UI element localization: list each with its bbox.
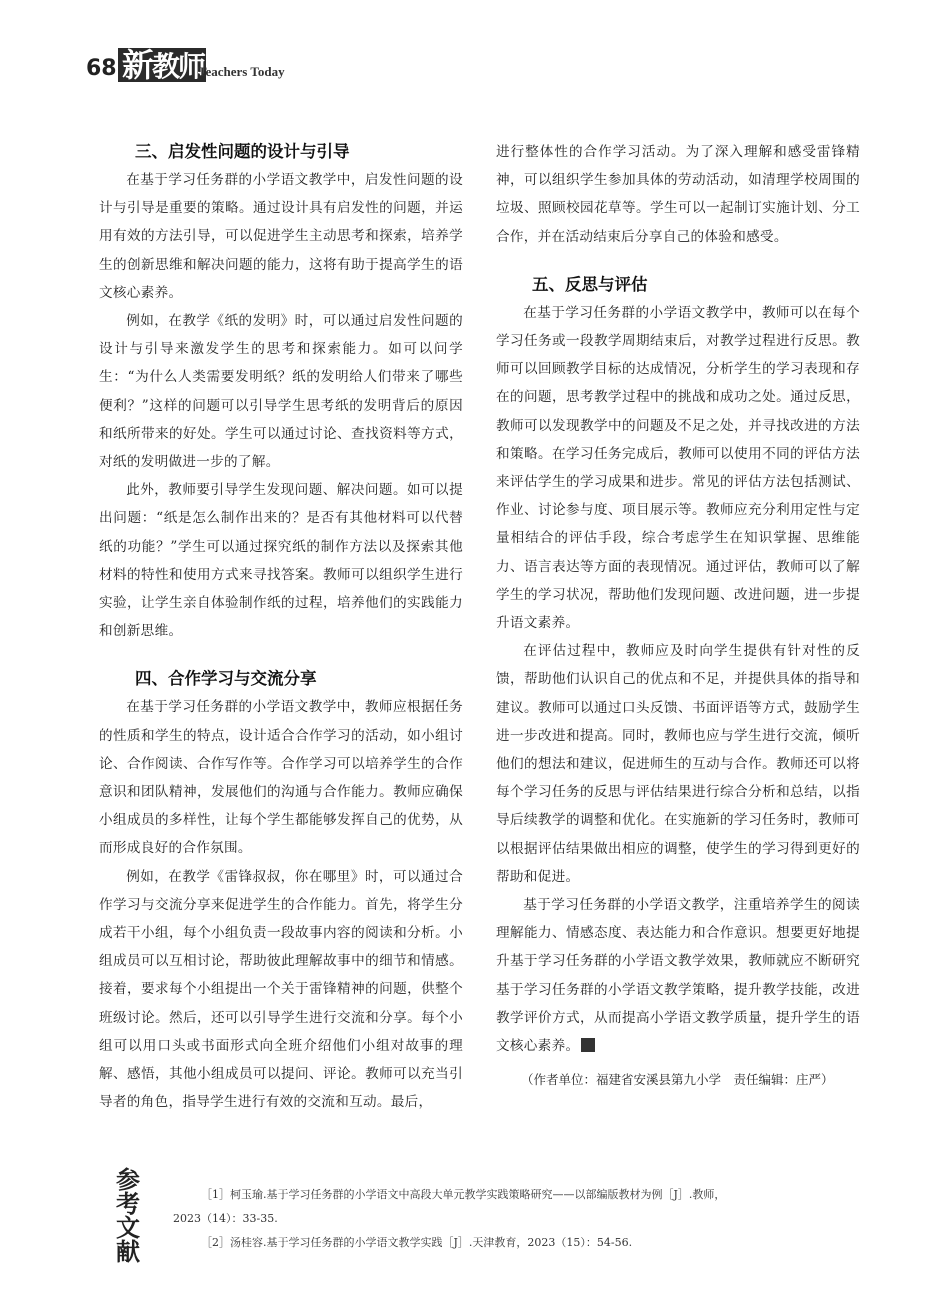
section-4-paragraph-2: 例如，在教学《雷锋叔叔，你在哪里》时，可以通过合作学习与交流分享来促进学生的合作能力。首先，将学生分成若干小组，每个小组负责一段故事内容的阅读和分析。小组成员可以互相讨论，帮助彼此理解故事中的细节和情感。接着，要求每个小组提出一个关于雷锋精神的问题，供整个班级讨论。然后，还可以引导学生进行交流和分享。每个小组可以用口头或书面形式向全班介绍他们小组对故事的理解、感悟，其他小组成员可以提问、评论。教师可以充当引导者的角色，指导学生进行有效的交流和互动。最后， (99, 868, 463, 1111)
page-header (86, 46, 316, 86)
section-4-title: 四、合作学习与交流分享 (135, 669, 317, 689)
section-3-paragraph-3: 此外，教师要引导学生发现问题、解决问题。如可以提出问题：“纸是怎么制作出来的？是否有其他材料可以代替纸的功能？”学生可以通过探究纸的制作方法以及探索其他材料的特性和使用方式来寻找答案。教师可以组织学生进行实验，让学生亲自体验制作纸的过程，培养他们的实践能力和创新思维。 (99, 482, 463, 640)
author-info: （作者单位：福建省安溪县第九小学 责任编辑：庄严） (521, 1072, 834, 1088)
reference-1-line-1: ［1］柯玉瑜.基于学习任务群的小学语文中高段大单元教学实践策略研究——以部编版教材为例［J］.教师， (201, 1188, 726, 1201)
section-4-paragraph-1: 在基于学习任务群的小学语文教学中，教师应根据任务的性质和学生的特点，设计适合合作学习的活动，如小组讨论、合作阅读、合作写作等。合作学习可以培养学生的合作意识和团队精神，发展他们的沟通与合作能力。教师应确保小组成员的多样性，让每个学生都能够发挥自己的优势，从而形成良好的合作氛围。 (99, 699, 463, 857)
journal-logo (118, 48, 206, 82)
references-label-char-1: 参 (116, 1166, 140, 1194)
references-list (173, 1183, 813, 1255)
section-3-paragraph-1: 在基于学习任务群的小学语文教学中，启发性问题的设计与引导是重要的策略。通过设计具有启发性的问题，并运用有效的方法引导，可以促进学生主动思考和探索，培养学生的创新思维和解决问题的能力，这将有助于提高学生的语文核心素养。 (99, 172, 463, 301)
page-number: 68 (86, 56, 117, 81)
reference-1-line-2: 2023（14）：33-35. (173, 1212, 278, 1225)
references-label (113, 1168, 143, 1264)
logo-char-xin: 新 (122, 46, 153, 84)
conclusion-paragraph (496, 891, 860, 1060)
end-mark-icon (581, 1038, 595, 1052)
references-label-char-2: 考 (116, 1190, 140, 1218)
section-3-paragraph-2: 例如，在教学《纸的发明》时，可以通过启发性问题的设计与引导来激发学生的思考和探索能力。如可以问学生：“为什么人类需要发明纸？纸的发明给人们带来了哪些便利？”这样的问题可以引导学生思考纸的发明背后的原因和纸所带来的好处。学生可以通过讨论、查找资料等方式，对纸的发明做进一步的了解。 (99, 313, 463, 471)
conclusion-text: 基于学习任务群的小学语文教学，注重培养学生的阅读理解能力、情感态度、表达能力和合作意识。想要更好地提升基于学习任务群的小学语文教学效果，教师就应不断研究基于学习任务群的小学语文教学策略，提升教学技能，改进教学评价方式，从而提高小学语文教学质量，提升学生的语文核心素养。 (496, 897, 860, 1055)
right-column (496, 138, 860, 1092)
reference-2: ［2］汤桂容.基于学习任务群的小学语文教学实践［J］.天津教育，2023（15）：54-56. (201, 1236, 633, 1249)
logo-english: Teachers Today (198, 64, 285, 79)
section-5-paragraph-2: 在评估过程中，教师应及时向学生提供有针对性的反馈，帮助他们认识自己的优点和不足，并提供具体的指导和建议。教师可以通过口头反馈、书面评语等方式，鼓励学生进一步改进和提高。同时，教师也应与学生进行交流，倾听他们的想法和建议，促进师生的互动与合作。教师还可以将每个学习任务的反思与评估结果进行综合分析和总结，以指导后续教学的调整和优化。在实施新的学习任务时，教师可以根据评估结果做出相应的调整，使学生的学习得到更好的帮助和促进。 (496, 643, 860, 885)
references-label-char-3: 文 (116, 1214, 140, 1242)
section-5-title: 五、反思与评估 (532, 274, 648, 294)
section-3-title: 三、启发性问题的设计与引导 (135, 142, 350, 161)
logo-chars-jiaoshi: 教师 (152, 50, 205, 83)
section-5-paragraph-1: 在基于学习任务群的小学语文教学中，教师可以在每个学习任务或一段教学周期结束后，对教学过程进行反思。教师可以回顾教学目标的达成情况，分析学生的学习表现和存在的问题，思考教学过程中的挑战和成功之处。通过反思，教师可以发现教学中的问题及不足之处，并寻找改进的方法和策略。在学习任务完成后，教师可以使用不同的评估方法来评估学生的学习成果和进步。常见的评估方法包括测试、作业、讨论参与度、项目展示等。教师应充分利用定性与定量相结合的评估手段，综合考虑学生在知识掌握、思维能力、语言表达等方面的表现情况。通过评估，教师可以了解学生的学习状况，帮助他们发现问题、改进问题，进一步提升语文素养。 (496, 304, 860, 632)
section-4-continuation: 进行整体性的合作学习活动。为了深入理解和感受雷锋精神，可以组织学生参加具体的劳动活动，如清理学校周围的垃圾、照顾校园花草等。学生可以一起制订实施计划、分工合作，并在活动结束后分享自己的体验和感受。 (496, 144, 860, 245)
references-label-char-4: 献 (116, 1238, 140, 1266)
left-column (99, 138, 463, 1117)
